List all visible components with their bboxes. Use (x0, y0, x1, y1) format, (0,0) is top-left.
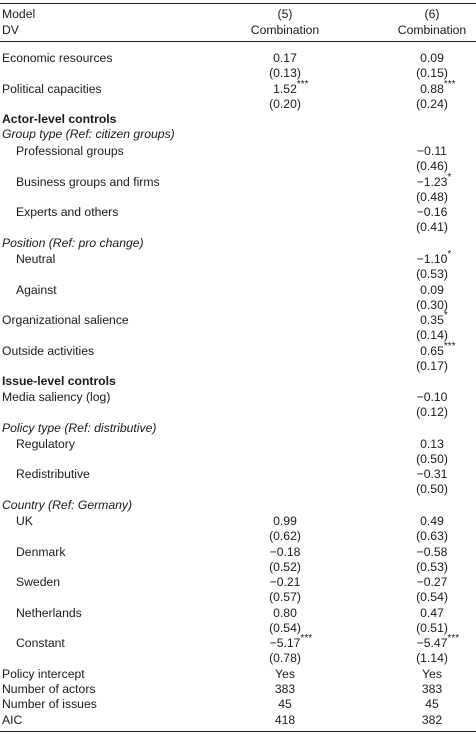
row-business-groups (0, 172, 476, 190)
significance-stars: *** (447, 633, 460, 644)
row-professional-groups-se (0, 159, 476, 174)
se: (0.13) (269, 66, 301, 80)
row-label: Neutral (16, 252, 56, 266)
se: (0.30) (416, 298, 448, 312)
se: (0.53) (416, 267, 448, 281)
row-label: Policy intercept (2, 667, 85, 681)
subsection-country (0, 498, 476, 513)
se: (0.62) (269, 529, 301, 543)
subsection-heading: Country (Ref: Germany) (2, 498, 133, 512)
row-sweden (0, 575, 476, 590)
model-label: Model (2, 7, 36, 21)
se: (0.54) (269, 621, 301, 635)
row-organizational-salience-se (0, 328, 476, 343)
row-experts-se (0, 220, 476, 235)
row-label: Media saliency (log) (2, 390, 111, 404)
row-label: Outside activities (2, 344, 95, 358)
coef: −0.31 (416, 467, 448, 481)
se: (0.17) (416, 359, 448, 373)
subsection-heading: Group type (Ref: citizen groups) (2, 127, 175, 141)
se: (0.24) (416, 97, 448, 111)
row-outside-activities (0, 341, 476, 359)
significance-stars: *** (300, 633, 313, 644)
row-label: UK (16, 514, 33, 528)
se: (0.78) (269, 651, 301, 665)
coef: −1.10 (416, 252, 448, 266)
row-label: Political capacities (2, 82, 102, 96)
se: (0.50) (416, 452, 448, 466)
row-aic (0, 713, 476, 728)
row-label: Number of actors (2, 682, 96, 696)
coef: −5.47 (416, 636, 448, 650)
row-label: AIC (2, 713, 23, 727)
significance-stars: * (443, 310, 448, 321)
row-political-capacities (0, 79, 476, 97)
row-policy-intercept (0, 667, 476, 682)
coef: −0.11 (417, 144, 447, 158)
coef: 0.80 (273, 606, 297, 620)
value: 45 (278, 697, 292, 711)
row-number-of-issues (0, 697, 476, 712)
significance-stars: *** (443, 79, 456, 90)
subsection-position (0, 236, 476, 251)
row-label: Denmark (16, 545, 66, 559)
se: (0.14) (416, 328, 448, 342)
se: (0.51) (416, 621, 448, 635)
se: (0.50) (416, 482, 448, 496)
row-economic-resources (0, 51, 476, 66)
coef: −0.21 (269, 575, 301, 589)
row-neutral (0, 249, 476, 267)
row-media-saliency-se (0, 405, 476, 420)
coef: −0.27 (416, 575, 448, 589)
coef: 0.65 (420, 344, 444, 358)
top-rule (0, 3, 476, 4)
significance-stars: *** (296, 79, 309, 90)
row-constant-se (0, 651, 476, 666)
dv-label: DV (2, 23, 19, 37)
row-neutral-se (0, 267, 476, 282)
coef: −0.10 (416, 390, 448, 404)
coef: 0.09 (420, 283, 444, 297)
se: (0.53) (416, 560, 448, 574)
row-label: Constant (16, 636, 65, 650)
section-heading: Issue-level controls (2, 374, 116, 388)
bottom-rule (0, 731, 476, 732)
subsection-heading: Position (Ref: pro change) (2, 236, 144, 250)
row-organizational-salience (0, 310, 476, 328)
row-label: Against (16, 283, 57, 297)
row-outside-activities-se (0, 359, 476, 374)
row-redistributive-se (0, 482, 476, 497)
se: (1.14) (416, 651, 448, 665)
row-label: Experts and others (16, 205, 119, 219)
header-rule (0, 41, 476, 42)
section-actor-level (0, 112, 476, 127)
se: (0.41) (416, 220, 448, 234)
row-netherlands (0, 606, 476, 621)
row-label: Professional groups (16, 144, 124, 158)
row-label: Regulatory (16, 437, 75, 451)
se: (0.20) (269, 97, 301, 111)
row-netherlands-se (0, 621, 476, 636)
row-label: Business groups and firms (16, 175, 160, 189)
row-uk-se (0, 529, 476, 544)
row-redistributive (0, 467, 476, 482)
row-economic-resources-se (0, 66, 476, 81)
row-label: Economic resources (2, 51, 113, 65)
coef: 0.13 (420, 437, 444, 451)
coef: 0.17 (273, 51, 297, 65)
row-label: Organizational salience (2, 313, 129, 327)
significance-stars: *** (443, 341, 456, 352)
subsection-group-type (0, 127, 476, 142)
se: (0.48) (416, 190, 448, 204)
row-constant (0, 633, 476, 651)
coef: 0.88 (420, 82, 444, 96)
coef: 0.47 (420, 606, 444, 620)
row-label: Netherlands (16, 606, 82, 620)
significance-stars: * (447, 172, 452, 183)
se: (0.46) (416, 159, 448, 173)
row-number-of-actors (0, 682, 476, 697)
row-against-se (0, 298, 476, 313)
coef: −0.18 (269, 545, 301, 559)
se: (0.63) (416, 529, 448, 543)
col5-model: (5) (277, 7, 293, 21)
value: 383 (421, 682, 443, 696)
row-business-groups-se (0, 190, 476, 205)
se: (0.12) (416, 405, 448, 419)
coef: −0.58 (416, 545, 448, 559)
row-label: Redistributive (16, 467, 90, 481)
coef: −0.16 (416, 205, 448, 219)
coef: 0.99 (273, 514, 297, 528)
row-label: Number of issues (2, 697, 97, 711)
section-heading: Actor-level controls (2, 112, 117, 126)
value: 418 (274, 713, 296, 727)
coef: 0.49 (420, 514, 444, 528)
row-media-saliency (0, 390, 476, 405)
col6-model: (6) (424, 7, 440, 21)
value: Yes (422, 667, 442, 681)
col5-dv: Combination (250, 23, 320, 37)
coef: 0.09 (420, 51, 444, 65)
se: (0.57) (269, 590, 301, 604)
header-row-dv (0, 23, 476, 38)
row-political-capacities-se (0, 97, 476, 112)
row-regulatory (0, 437, 476, 452)
se: (0.52) (269, 560, 301, 574)
row-regulatory-se (0, 452, 476, 467)
row-professional-groups (0, 144, 476, 159)
row-sweden-se (0, 590, 476, 605)
coef: 1.52 (273, 82, 297, 96)
value: Yes (275, 667, 295, 681)
row-uk (0, 514, 476, 529)
coef: 0.35 (420, 313, 444, 327)
coef: −1.23 (416, 175, 448, 189)
section-issue-level (0, 374, 476, 389)
significance-stars: * (447, 249, 452, 260)
subsection-heading: Policy type (Ref: distributive) (2, 421, 157, 435)
row-experts (0, 205, 476, 220)
row-denmark-se (0, 560, 476, 575)
value: 45 (425, 697, 439, 711)
header-row-model (0, 7, 476, 22)
row-against (0, 283, 476, 298)
coef: −5.17 (269, 636, 301, 650)
row-denmark (0, 545, 476, 560)
se: (0.54) (416, 590, 448, 604)
row-label: Sweden (16, 575, 61, 589)
col6-dv: Combination (397, 23, 467, 37)
value: 383 (274, 682, 296, 696)
subsection-policy-type (0, 421, 476, 436)
value: 382 (421, 713, 443, 727)
se: (0.15) (416, 66, 448, 80)
